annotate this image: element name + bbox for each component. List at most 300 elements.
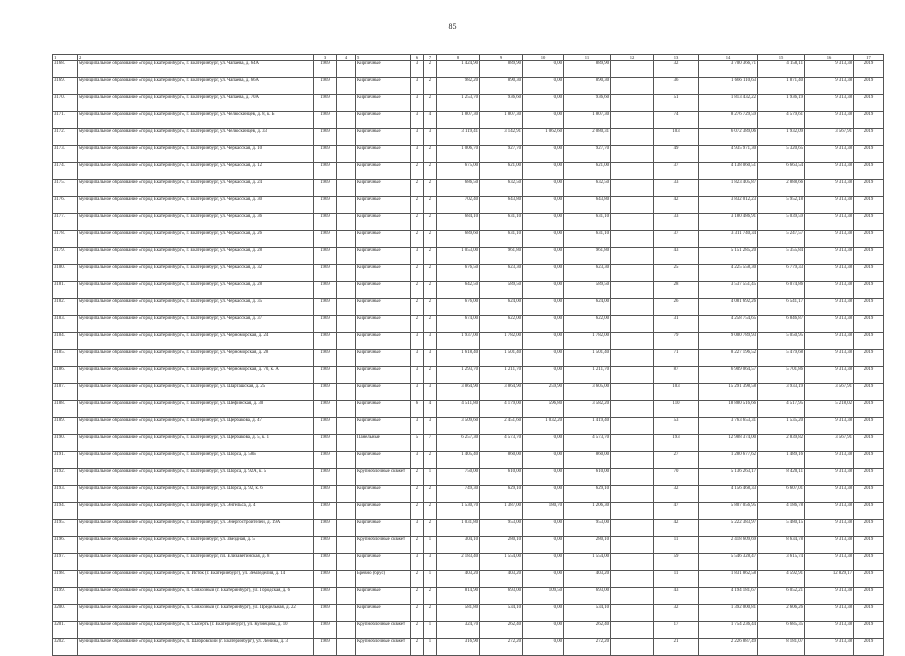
table-cell-col-5: Кирпичные bbox=[356, 384, 411, 401]
table-cell-col-14: 6 909 064,57 bbox=[699, 367, 758, 384]
table-cell-col-16: 9 313,38 bbox=[805, 61, 854, 78]
table-cell-col-5: Крупноблочные сквжет bbox=[356, 639, 411, 656]
table-row bbox=[53, 605, 884, 622]
table-cell-col-9: 693,00 bbox=[480, 588, 523, 605]
table-cell-col-1: 3193. bbox=[53, 486, 78, 503]
table-cell-col-6: 2 bbox=[411, 197, 424, 214]
table-cell-col-11: 643,80 bbox=[564, 197, 611, 214]
table-cell-col-8: 982,20 bbox=[437, 78, 480, 95]
table-cell-col-1: 3171. bbox=[53, 112, 78, 129]
table-cell-col-9: 1 807,30 bbox=[480, 112, 523, 129]
table-cell-col-17: 2019 bbox=[854, 588, 884, 605]
table-cell-col-11: 622,00 bbox=[564, 316, 611, 333]
table-cell-col-15: 1 871,40 bbox=[758, 78, 805, 95]
table-cell-col-2: муниципальное образование «город Екатеринбург», г. Екатеринбург, ул. Шарташская, д. 25 bbox=[78, 384, 314, 401]
table-row bbox=[53, 299, 884, 316]
table-cell-col-12 bbox=[611, 231, 654, 248]
table-cell-col-3: 1969 bbox=[314, 163, 337, 180]
table-cell-col-16: 9 313,38 bbox=[805, 333, 854, 350]
table-cell-col-16: 5 218,02 bbox=[805, 401, 854, 418]
table-cell-col-11: 1 206,30 bbox=[564, 503, 611, 520]
table-cell-col-17: 2019 bbox=[854, 129, 884, 146]
table-cell-col-14: 8 227 196,52 bbox=[699, 350, 758, 367]
table-row bbox=[53, 622, 884, 639]
table-cell-col-17: 2019 bbox=[854, 469, 884, 486]
table-cell-col-1: 3199. bbox=[53, 588, 78, 605]
table-cell-col-3: 1969 bbox=[314, 452, 337, 469]
table-cell-col-16: 3 567,91 bbox=[805, 129, 854, 146]
table-cell-col-9: 631,10 bbox=[480, 214, 523, 231]
table-cell-col-11: 936,60 bbox=[564, 95, 611, 112]
table-cell-col-7: 3 bbox=[424, 554, 437, 571]
housing-register-table bbox=[52, 54, 884, 656]
table-cell-col-3: 1969 bbox=[314, 248, 337, 265]
table-cell-col-5: Кирпичные bbox=[356, 333, 411, 350]
table-cell-col-8: 676,00 bbox=[437, 299, 480, 316]
table-cell-col-1: 3189. bbox=[53, 418, 78, 435]
table-cell-col-14: 4 081 692,26 bbox=[699, 299, 758, 316]
table-row bbox=[53, 639, 884, 656]
table-cell-col-17: 2019 bbox=[854, 350, 884, 367]
table-cell-col-14: 5 222 383,97 bbox=[699, 520, 758, 537]
table-cell-col-4 bbox=[337, 588, 356, 605]
table-cell-col-2: муниципальное образование «город Екатеринбург», г. Екатеринбург, ул. Звездная, д. 5 bbox=[78, 537, 314, 554]
table-cell-col-17: 2019 bbox=[854, 452, 884, 469]
table-cell-col-8: 1 053,00 bbox=[437, 248, 480, 265]
table-cell-col-14: 5 546 328,47 bbox=[699, 554, 758, 571]
table-cell-col-1: 3177. bbox=[53, 214, 78, 231]
table-cell-col-3: 1969 bbox=[314, 282, 337, 299]
table-cell-col-16: 9 313,38 bbox=[805, 282, 854, 299]
table-cell-col-8: 3 864,90 bbox=[437, 384, 480, 401]
table-cell-col-10: 0,00 bbox=[523, 248, 564, 265]
table-cell-col-3: 1969 bbox=[314, 95, 337, 112]
table-cell-col-12 bbox=[611, 129, 654, 146]
table-cell-col-1: 3188. bbox=[53, 401, 78, 418]
table-cell-col-10: 1 062,60 bbox=[523, 129, 564, 146]
table-cell-col-11: 610,00 bbox=[564, 469, 611, 486]
table-cell-col-4 bbox=[337, 367, 356, 384]
table-cell-col-7: 2 bbox=[424, 316, 437, 333]
table-cell-col-15: 5 952,18 bbox=[758, 197, 805, 214]
table-cell-col-10: 0,00 bbox=[523, 571, 564, 588]
table-cell-col-4 bbox=[337, 316, 356, 333]
table-cell-col-7: 3 bbox=[424, 333, 437, 350]
table-cell-col-7: 2 bbox=[424, 180, 437, 197]
table-cell-col-10: 0,00 bbox=[523, 197, 564, 214]
table-cell-col-5: Крупноблочные сквжет bbox=[356, 469, 411, 486]
table-cell-col-4 bbox=[337, 197, 356, 214]
table-cell-col-17: 2019 bbox=[854, 282, 884, 299]
table-cell-col-16: 9 313,38 bbox=[805, 452, 854, 469]
table-row bbox=[53, 367, 884, 384]
table-cell-col-4 bbox=[337, 571, 356, 588]
table-cell-col-13: 53 bbox=[654, 418, 699, 435]
table-cell-col-5: Кирпичные bbox=[356, 61, 411, 78]
table-cell-col-8: 1 253,70 bbox=[437, 95, 480, 112]
table-cell-col-10: 0,00 bbox=[523, 180, 564, 197]
table-cell-col-5: Крупноблочные сквжет bbox=[356, 622, 411, 639]
table-cell-col-12 bbox=[611, 78, 654, 95]
table-cell-col-6: 2 bbox=[411, 537, 424, 554]
table-cell-col-3: 1969 bbox=[314, 588, 337, 605]
table-cell-col-4 bbox=[337, 622, 356, 639]
table-cell-col-12 bbox=[611, 588, 654, 605]
table-row bbox=[53, 95, 884, 112]
table-row bbox=[53, 78, 884, 95]
table-cell-col-4 bbox=[337, 401, 356, 418]
table-cell-col-1: 3168. bbox=[53, 61, 78, 78]
table-cell-col-4 bbox=[337, 78, 356, 95]
table-cell-col-17: 2019 bbox=[854, 163, 884, 180]
table-cell-col-5: Кирпичные bbox=[356, 299, 411, 316]
table-cell-col-16: 9 313,38 bbox=[805, 146, 854, 163]
table-cell-col-7: 4 bbox=[424, 112, 437, 129]
table-cell-col-5: Кирпичные bbox=[356, 129, 411, 146]
table-cell-col-3: 1969 bbox=[314, 129, 337, 146]
table-cell-col-13: 33 bbox=[654, 180, 699, 197]
table-cell-col-16: 9 313,38 bbox=[805, 112, 854, 129]
table-cell-col-2: муниципальное образование «город Екатеринбург», п. Совхозный (г. Екатеринбург), ул. Городская, д. 6 bbox=[78, 588, 314, 605]
table-cell-col-11: 589,50 bbox=[564, 282, 611, 299]
table-cell-col-16: 9 313,38 bbox=[805, 299, 854, 316]
table-cell-col-13: 79 bbox=[654, 333, 699, 350]
table-cell-col-10: 0,00 bbox=[523, 316, 564, 333]
table-cell-col-9: 1 387,00 bbox=[480, 503, 523, 520]
table-cell-col-15: 6 779,33 bbox=[758, 265, 805, 282]
table-cell-col-7: 2 bbox=[424, 248, 437, 265]
table-cell-col-13: 28 bbox=[654, 282, 699, 299]
table-cell-col-13: 59 bbox=[654, 554, 699, 571]
table-cell-col-1: 3176. bbox=[53, 197, 78, 214]
table-cell-col-6: 3 bbox=[411, 520, 424, 537]
table-cell-col-3: 1969 bbox=[314, 231, 337, 248]
table-row bbox=[53, 214, 884, 231]
table-cell-col-11: 961,80 bbox=[564, 248, 611, 265]
table-cell-col-2: муниципальное образование «город Екатеринбург», г. Екатеринбург, ул. Черноморская, д. 28 bbox=[78, 350, 314, 367]
table-cell-col-12 bbox=[611, 112, 654, 129]
table-cell-col-3: 1969 bbox=[314, 503, 337, 520]
table-cell-col-11: 403,20 bbox=[564, 571, 611, 588]
table-cell-col-4 bbox=[337, 520, 356, 537]
table-cell-col-14: 4 138 060,51 bbox=[699, 163, 758, 180]
table-cell-col-17: 2019 bbox=[854, 401, 884, 418]
table-cell-col-10: 1 032,20 bbox=[523, 418, 564, 435]
table-cell-col-10: 0,00 bbox=[523, 282, 564, 299]
table-cell-col-6: 2 bbox=[411, 180, 424, 197]
table-cell-col-5: Кирпичные bbox=[356, 503, 411, 520]
table-cell-col-4 bbox=[337, 503, 356, 520]
table-cell-col-3: 1969 bbox=[314, 384, 337, 401]
table-cell-col-17: 2019 bbox=[854, 384, 884, 401]
table-cell-col-12 bbox=[611, 469, 654, 486]
table-cell-col-15: 6 846,87 bbox=[758, 316, 805, 333]
table-cell-col-15: 5 050,95 bbox=[758, 333, 805, 350]
table-cell-col-11: 623,30 bbox=[564, 265, 611, 282]
table-cell-col-10: 109,50 bbox=[523, 588, 564, 605]
table-cell-col-4 bbox=[337, 299, 356, 316]
table-cell-col-1: 3170. bbox=[53, 95, 78, 112]
table-cell-col-8: 1 937,00 bbox=[437, 333, 480, 350]
table-cell-col-14: 3 180 486,91 bbox=[699, 214, 758, 231]
table-cell-col-7: 2 bbox=[424, 588, 437, 605]
table-cell-col-15: 8 634,78 bbox=[758, 537, 805, 554]
table-cell-col-17: 2019 bbox=[854, 520, 884, 537]
table-cell-col-7: 2 bbox=[424, 197, 437, 214]
table-cell-col-5: Кирпичные bbox=[356, 452, 411, 469]
table-cell-col-1: 3191. bbox=[53, 452, 78, 469]
table-cell-col-16: 9 313,38 bbox=[805, 316, 854, 333]
table-cell-col-17: 2019 bbox=[854, 180, 884, 197]
table-cell-col-9: 4 179,00 bbox=[480, 401, 523, 418]
table-cell-col-11: 3 582,20 bbox=[564, 401, 611, 418]
table-cell-col-16: 9 313,38 bbox=[805, 486, 854, 503]
table-cell-col-14: 5 136 263,17 bbox=[699, 469, 758, 486]
table-row bbox=[53, 571, 884, 588]
table-cell-col-17: 2019 bbox=[854, 622, 884, 639]
table-cell-col-4 bbox=[337, 384, 356, 401]
table-cell-col-17: 2019 bbox=[854, 61, 884, 78]
table-cell-col-5: Кирпичные bbox=[356, 180, 411, 197]
table-cell-col-12 bbox=[611, 384, 654, 401]
table-cell-col-2: муниципальное образование «город Екатеринбург», г. Екатеринбург, ул. Энгельса, д. 4 bbox=[78, 503, 314, 520]
table-cell-col-14: 15 291 398,58 bbox=[699, 384, 758, 401]
table-cell-col-6: 3 bbox=[411, 146, 424, 163]
table-cell-col-7: 3 bbox=[424, 384, 437, 401]
column-header-11: 11 bbox=[564, 55, 611, 61]
table-cell-col-11: 631,10 bbox=[564, 231, 611, 248]
table-cell-col-8: 1 006,70 bbox=[437, 146, 480, 163]
table-cell-col-13: 26 bbox=[654, 299, 699, 316]
table-cell-col-1: 3202. bbox=[53, 639, 78, 656]
table-cell-col-15: 2 839,82 bbox=[758, 435, 805, 452]
table-cell-col-2: муниципальное образование «город Екатеринбург», г. Екатеринбург, ул. Черкасская, д. 32 bbox=[78, 265, 314, 282]
table-cell-col-12 bbox=[611, 95, 654, 112]
table-cell-col-11: 860,00 bbox=[564, 452, 611, 469]
table-cell-col-9: 403,20 bbox=[480, 571, 523, 588]
table-cell-col-7: 1 bbox=[424, 639, 437, 656]
table-cell-col-4 bbox=[337, 248, 356, 265]
table-cell-col-10: 180,70 bbox=[523, 503, 564, 520]
table-cell-col-16: 12 829,17 bbox=[805, 571, 854, 588]
table-cell-col-17: 2019 bbox=[854, 571, 884, 588]
table-cell-col-8: 403,20 bbox=[437, 571, 480, 588]
column-header-15: 15 bbox=[758, 55, 805, 61]
table-cell-col-9: 624,00 bbox=[480, 299, 523, 316]
table-cell-col-9: 1 501,40 bbox=[480, 350, 523, 367]
table-cell-col-4 bbox=[337, 163, 356, 180]
table-cell-col-7: 1 bbox=[424, 622, 437, 639]
table-cell-col-7: 1 bbox=[424, 537, 437, 554]
table-cell-col-6: 2 bbox=[411, 163, 424, 180]
table-row bbox=[53, 452, 884, 469]
table-cell-col-12 bbox=[611, 435, 654, 452]
table-cell-col-11: 631,10 bbox=[564, 214, 611, 231]
table-row bbox=[53, 146, 884, 163]
table-cell-col-10: 0,00 bbox=[523, 214, 564, 231]
table-cell-col-1: 3194. bbox=[53, 503, 78, 520]
table-cell-col-6: 2 bbox=[411, 265, 424, 282]
table-cell-col-15: 3 933,19 bbox=[758, 384, 805, 401]
table-cell-col-5: Кирпичные bbox=[356, 588, 411, 605]
table-cell-col-7: 2 bbox=[424, 61, 437, 78]
table-cell-col-15: 4 158,11 bbox=[758, 61, 805, 78]
table-cell-col-6: 2 bbox=[411, 571, 424, 588]
table-cell-col-2: муниципальное образование «город Екатеринбург», г. Екатеринбург, ул. Энергостроителей, д. 19А bbox=[78, 520, 314, 537]
table-cell-col-4 bbox=[337, 112, 356, 129]
table-cell-col-2: муниципальное образование «город Екатеринбург», г. Екатеринбург, ул. Черкасская, д. 26 bbox=[78, 231, 314, 248]
table-cell-col-14: 4 258 754,65 bbox=[699, 316, 758, 333]
table-cell-col-12 bbox=[611, 282, 654, 299]
table-cell-col-16: 3 567,91 bbox=[805, 435, 854, 452]
table-cell-col-6: 3 bbox=[411, 333, 424, 350]
column-header-13: 13 bbox=[654, 55, 699, 61]
table-cell-col-3: 1969 bbox=[314, 639, 337, 656]
table-cell-col-7: 4 bbox=[424, 401, 437, 418]
table-row bbox=[53, 350, 884, 367]
table-cell-col-12 bbox=[611, 163, 654, 180]
table-cell-col-3: 1969 bbox=[314, 486, 337, 503]
table-cell-col-10: 0,00 bbox=[523, 622, 564, 639]
table-cell-col-1: 3196. bbox=[53, 537, 78, 554]
column-header-4: 4 bbox=[337, 55, 356, 61]
table-cell-col-5: Кирпичные bbox=[356, 350, 411, 367]
table-cell-col-5: Панельные bbox=[356, 435, 411, 452]
table-cell-col-7: 2 bbox=[424, 265, 437, 282]
table-cell-col-14: 2 226 887,49 bbox=[699, 639, 758, 656]
table-cell-col-16: 9 313,38 bbox=[805, 367, 854, 384]
table-row bbox=[53, 401, 884, 418]
table-cell-col-12 bbox=[611, 265, 654, 282]
column-header-9: 9 bbox=[480, 55, 523, 61]
table-cell-col-15: 6 074,86 bbox=[758, 282, 805, 299]
table-cell-col-14: 9 000 789,93 bbox=[699, 333, 758, 350]
table-cell-col-13: 70 bbox=[654, 469, 699, 486]
table-cell-col-15: 5 320,65 bbox=[758, 146, 805, 163]
table-cell-col-9: 3 142,91 bbox=[480, 129, 523, 146]
table-cell-col-13: 42 bbox=[654, 197, 699, 214]
table-cell-col-4 bbox=[337, 180, 356, 197]
table-cell-col-4 bbox=[337, 418, 356, 435]
table-cell-col-8: 3 509,60 bbox=[437, 418, 480, 435]
column-header-3: 3 bbox=[314, 55, 337, 61]
table-cell-col-16: 9 313,38 bbox=[805, 639, 854, 656]
table-cell-col-13: 33 bbox=[654, 214, 699, 231]
table-cell-col-15: 1 936,19 bbox=[758, 95, 805, 112]
table-cell-col-4 bbox=[337, 639, 356, 656]
table-cell-col-6: 3 bbox=[411, 384, 424, 401]
column-header-2: 2 bbox=[78, 55, 314, 61]
table-row bbox=[53, 435, 884, 452]
table-cell-col-6: 3 bbox=[411, 350, 424, 367]
table-cell-col-13: 42 bbox=[654, 520, 699, 537]
table-cell-col-5: Кирпичные bbox=[356, 197, 411, 214]
table-cell-col-1: 3183. bbox=[53, 316, 78, 333]
table-cell-col-12 bbox=[611, 333, 654, 350]
table-cell-col-11: 534,10 bbox=[564, 605, 611, 622]
table-cell-col-10: 0,00 bbox=[523, 163, 564, 180]
table-cell-col-11: 1 419,40 bbox=[564, 418, 611, 435]
table-row bbox=[53, 384, 884, 401]
table-cell-col-6: 3 bbox=[411, 418, 424, 435]
table-row bbox=[53, 316, 884, 333]
table-cell-col-17: 2019 bbox=[854, 367, 884, 384]
table-cell-col-6: 6 bbox=[411, 401, 424, 418]
table-cell-col-8: 676,50 bbox=[437, 265, 480, 282]
table-cell-col-16: 9 313,38 bbox=[805, 95, 854, 112]
table-cell-col-15: 4 579,61 bbox=[758, 112, 805, 129]
table-row bbox=[53, 588, 884, 605]
table-cell-col-15: 6 607,01 bbox=[758, 486, 805, 503]
table-cell-col-3: 1969 bbox=[314, 197, 337, 214]
table-cell-col-12 bbox=[611, 503, 654, 520]
table-cell-col-10: 596,80 bbox=[523, 401, 564, 418]
table-cell-col-8: 684,10 bbox=[437, 214, 480, 231]
table-cell-col-8: 1 530,70 bbox=[437, 503, 480, 520]
table-cell-col-11: 272,20 bbox=[564, 639, 611, 656]
table-cell-col-6: 3 bbox=[411, 61, 424, 78]
table-cell-col-1: 3181. bbox=[53, 282, 78, 299]
table-cell-col-2: муниципальное образование «город Екатеринбург», г. Екатеринбург, ул. Чапаева, д. 66А bbox=[78, 78, 314, 95]
table-cell-col-9: 621,00 bbox=[480, 163, 523, 180]
table-cell-col-17: 2019 bbox=[854, 316, 884, 333]
table-cell-col-16: 9 313,38 bbox=[805, 78, 854, 95]
table-cell-col-2: муниципальное образование «город Екатеринбург», г. Екатеринбург, ул. Черкасская, д. 36 bbox=[78, 214, 314, 231]
table-cell-col-6: 3 bbox=[411, 129, 424, 146]
table-cell-col-13: 43 bbox=[654, 248, 699, 265]
table-cell-col-3: 1969 bbox=[314, 605, 337, 622]
table-cell-col-14: 4 225 558,30 bbox=[699, 265, 758, 282]
table-cell-col-10: 0,00 bbox=[523, 95, 564, 112]
table-cell-col-3: 1969 bbox=[314, 537, 337, 554]
table-cell-col-12 bbox=[611, 146, 654, 163]
table-cell-col-6: 2 bbox=[411, 588, 424, 605]
table-cell-col-9: 622,00 bbox=[480, 316, 523, 333]
table-cell-col-10: 0,00 bbox=[523, 435, 564, 452]
table-cell-col-11: 621,00 bbox=[564, 163, 611, 180]
table-cell-col-2: муниципальное образование «город Екатеринбург», г. Екатеринбург, ул. Черкасская, д. 10 bbox=[78, 146, 314, 163]
table-cell-col-3: 1969 bbox=[314, 214, 337, 231]
table-cell-col-2: муниципальное образование «город Екатеринбург», г. Екатеринбург, ул. Чапаева, д. 70А bbox=[78, 95, 314, 112]
table-cell-col-9: 889,90 bbox=[480, 61, 523, 78]
table-cell-col-13: 31 bbox=[654, 316, 699, 333]
table-cell-col-12 bbox=[611, 418, 654, 435]
table-cell-col-4 bbox=[337, 435, 356, 452]
table-cell-col-4 bbox=[337, 129, 356, 146]
table-cell-col-17: 2019 bbox=[854, 197, 884, 214]
table-cell-col-16: 9 313,38 bbox=[805, 469, 854, 486]
table-cell-col-8: 1 618,40 bbox=[437, 350, 480, 367]
table-cell-col-8: 749,30 bbox=[437, 486, 480, 503]
table-cell-col-15: 1 932,09 bbox=[758, 129, 805, 146]
table-cell-col-2: муниципальное образование «город Екатеринбург», г. Екатеринбург, ул. Черноморская, д. 24 bbox=[78, 333, 314, 350]
table-cell-col-1: 3172. bbox=[53, 129, 78, 146]
table-cell-col-5: Кирпичные bbox=[356, 605, 411, 622]
table-cell-col-4 bbox=[337, 146, 356, 163]
table-cell-col-9: 632,50 bbox=[480, 180, 523, 197]
table-cell-col-1: 3173. bbox=[53, 146, 78, 163]
table-cell-col-9: 534,10 bbox=[480, 605, 523, 622]
table-cell-col-10: 0,00 bbox=[523, 231, 564, 248]
table-cell-col-10: 0,00 bbox=[523, 265, 564, 282]
table-cell-col-12 bbox=[611, 180, 654, 197]
table-cell-col-15: 2 888,66 bbox=[758, 180, 805, 197]
table-cell-col-13: 11 bbox=[654, 571, 699, 588]
table-cell-col-4 bbox=[337, 350, 356, 367]
table-cell-col-7: 2 bbox=[424, 367, 437, 384]
table-cell-col-15: 8 420,11 bbox=[758, 469, 805, 486]
table-cell-col-1: 3178. bbox=[53, 231, 78, 248]
